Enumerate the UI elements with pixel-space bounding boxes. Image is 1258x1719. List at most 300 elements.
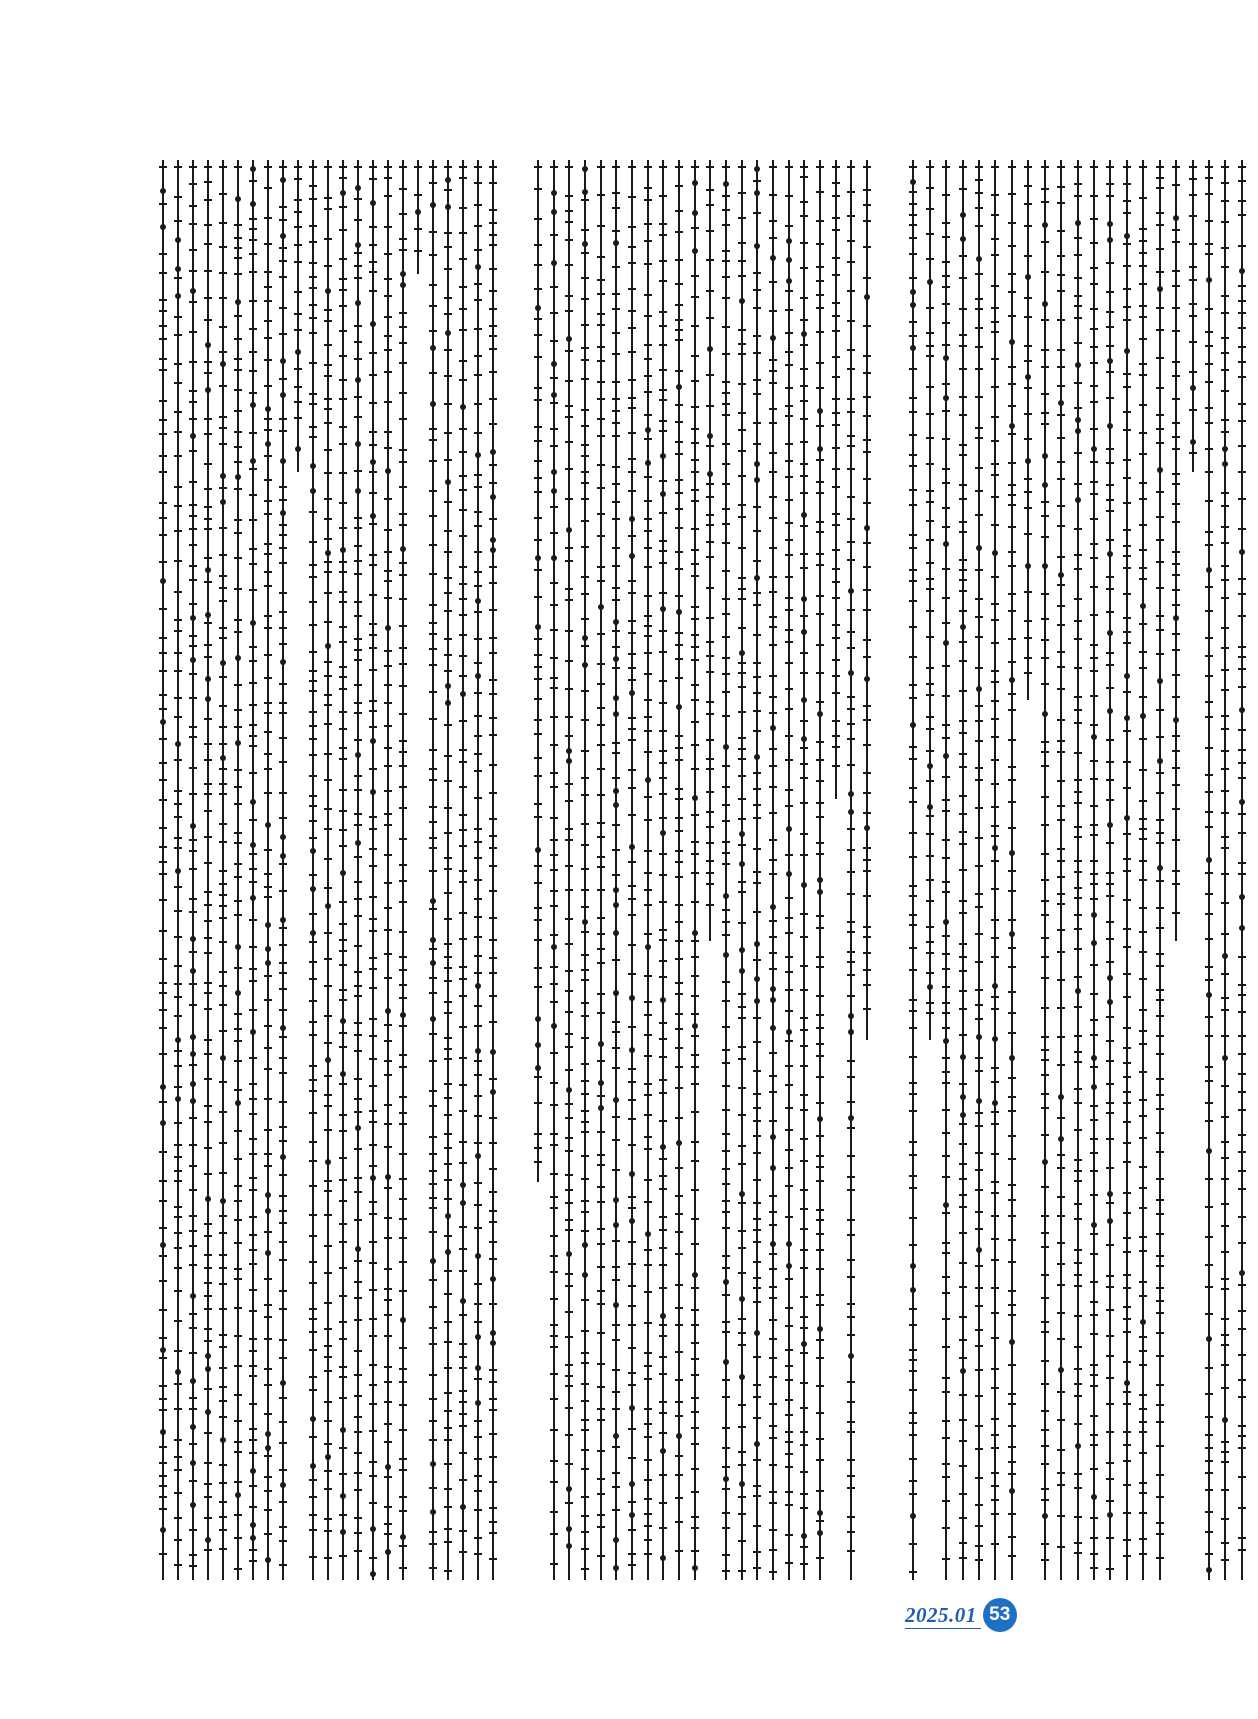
glyph-tick xyxy=(1221,505,1229,507)
glyph-tick xyxy=(444,1198,452,1200)
glyph-tick xyxy=(644,1378,652,1380)
glyph-tick xyxy=(474,972,482,974)
glyph-tick xyxy=(459,1141,467,1143)
glyph-tick xyxy=(659,592,667,594)
glyph-tick xyxy=(489,268,497,270)
glyph-tick xyxy=(847,921,855,923)
glyph-tick xyxy=(706,524,714,526)
punctuation-mark xyxy=(660,1555,666,1561)
glyph-tick xyxy=(612,565,620,567)
glyph-tick xyxy=(1172,422,1180,424)
text-line xyxy=(1057,160,1065,1580)
glyph-tick xyxy=(991,681,999,683)
glyph-tick xyxy=(279,1101,287,1103)
glyph-tick xyxy=(219,894,227,896)
glyph-tick xyxy=(816,1438,824,1440)
glyph-tick xyxy=(597,346,605,348)
glyph-tick xyxy=(474,225,482,227)
glyph-tick xyxy=(909,758,917,760)
glyph-tick xyxy=(769,1268,777,1270)
glyph-tick xyxy=(816,307,824,309)
glyph-tick xyxy=(174,847,182,849)
punctuation-mark xyxy=(1107,1218,1113,1224)
glyph-tick xyxy=(816,362,824,364)
glyph-tick xyxy=(832,624,840,626)
glyph-tick xyxy=(565,1434,573,1436)
glyph-tick xyxy=(816,1520,824,1522)
glyph-tick xyxy=(1238,777,1246,779)
text-line xyxy=(444,160,452,1580)
glyph-tick xyxy=(628,1263,636,1265)
glyph-tick xyxy=(722,613,730,615)
punctuation-mark xyxy=(160,1429,166,1435)
glyph-tick xyxy=(399,751,407,753)
punctuation-mark xyxy=(848,1115,854,1121)
glyph-tick xyxy=(369,226,377,228)
glyph-tick xyxy=(324,1401,332,1403)
glyph-tick xyxy=(174,619,182,621)
glyph-tick xyxy=(234,1013,242,1015)
glyph-tick xyxy=(581,1362,589,1364)
glyph-tick xyxy=(354,1319,362,1321)
glyph-tick xyxy=(249,1452,257,1454)
glyph-tick xyxy=(354,739,362,741)
glyph-tick xyxy=(1238,1091,1246,1093)
glyph-tick xyxy=(565,239,573,241)
glyph-tick xyxy=(675,1231,683,1233)
punctuation-mark xyxy=(175,237,181,243)
glyph-tick xyxy=(1238,403,1246,405)
glyph-tick xyxy=(159,608,167,610)
glyph-tick xyxy=(339,1473,347,1475)
punctuation-mark xyxy=(1239,1270,1245,1276)
glyph-tick xyxy=(628,1207,636,1209)
glyph-tick xyxy=(489,209,497,211)
glyph-tick xyxy=(565,350,573,352)
glyph-tick xyxy=(159,1255,167,1257)
glyph-tick xyxy=(219,1030,227,1032)
glyph-tick xyxy=(1008,1536,1016,1538)
glyph-tick xyxy=(1172,633,1180,635)
punctuation-mark xyxy=(1124,1380,1130,1386)
glyph-tick xyxy=(1156,1287,1164,1289)
punctuation-mark xyxy=(817,877,823,883)
glyph-tick xyxy=(991,1337,999,1339)
glyph-tick xyxy=(785,1040,793,1042)
glyph-tick xyxy=(369,634,377,636)
glyph-tick xyxy=(691,618,699,620)
glyph-tick xyxy=(816,842,824,844)
glyph-tick xyxy=(204,1121,212,1123)
glyph-tick xyxy=(279,962,287,964)
glyph-tick xyxy=(489,325,497,327)
glyph-tick xyxy=(1041,1186,1049,1188)
glyph-tick xyxy=(659,234,667,236)
glyph-tick xyxy=(675,940,683,942)
glyph-tick xyxy=(339,379,347,381)
glyph-tick xyxy=(459,360,467,362)
glyph-tick xyxy=(1008,1135,1016,1137)
glyph-tick xyxy=(1139,1408,1147,1410)
glyph-tick xyxy=(474,403,482,405)
glyph-tick xyxy=(769,220,777,222)
glyph-tick xyxy=(550,1133,558,1135)
glyph-tick xyxy=(429,1420,437,1422)
glyph-tick xyxy=(691,1342,699,1344)
glyph-tick xyxy=(753,1417,761,1419)
glyph-tick xyxy=(753,1396,761,1398)
glyph-tick xyxy=(1189,194,1197,196)
punctuation-mark xyxy=(310,463,316,469)
glyph-tick xyxy=(534,719,542,721)
glyph-tick xyxy=(597,166,605,168)
glyph-tick xyxy=(832,229,840,231)
glyph-tick xyxy=(279,418,287,420)
glyph-tick xyxy=(234,803,242,805)
glyph-tick xyxy=(722,195,730,197)
glyph-tick xyxy=(399,1458,407,1460)
glyph-tick xyxy=(489,1521,497,1523)
glyph-tick xyxy=(581,794,589,796)
glyph-tick xyxy=(565,839,573,841)
glyph-tick xyxy=(612,1324,620,1326)
glyph-tick xyxy=(1156,1445,1164,1447)
glyph-tick xyxy=(832,637,840,639)
glyph-tick xyxy=(1238,668,1246,670)
glyph-tick xyxy=(832,549,840,551)
glyph-tick xyxy=(384,349,392,351)
glyph-tick xyxy=(612,435,620,437)
glyph-tick xyxy=(691,406,699,408)
glyph-tick xyxy=(1156,587,1164,589)
glyph-tick xyxy=(399,969,407,971)
glyph-tick xyxy=(339,1130,347,1132)
glyph-tick xyxy=(785,609,793,611)
punctuation-mark xyxy=(340,1427,346,1433)
glyph-tick xyxy=(1238,471,1246,473)
glyph-tick xyxy=(459,881,467,883)
glyph-tick xyxy=(597,1493,605,1495)
glyph-tick xyxy=(174,652,182,654)
glyph-tick xyxy=(675,492,683,494)
glyph-tick xyxy=(384,929,392,931)
glyph-tick xyxy=(1008,1403,1016,1405)
glyph-tick xyxy=(1024,478,1032,480)
punctuation-mark xyxy=(160,1242,166,1248)
glyph-tick xyxy=(909,1056,917,1058)
glyph-tick xyxy=(565,660,573,662)
glyph-tick xyxy=(1221,1085,1229,1087)
glyph-tick xyxy=(800,833,808,835)
punctuation-mark xyxy=(355,185,361,191)
glyph-tick xyxy=(249,1189,257,1191)
punctuation-mark xyxy=(1157,286,1163,292)
glyph-tick xyxy=(159,992,167,994)
punctuation-mark xyxy=(1009,1339,1015,1345)
glyph-tick xyxy=(444,1012,452,1014)
punctuation-mark xyxy=(250,458,256,464)
glyph-tick xyxy=(991,1008,999,1010)
glyph-tick xyxy=(1041,657,1049,659)
glyph-tick xyxy=(1139,305,1147,307)
glyph-tick xyxy=(279,333,287,335)
glyph-tick xyxy=(1172,483,1180,485)
glyph-tick xyxy=(612,874,620,876)
glyph-tick xyxy=(785,415,793,417)
glyph-tick xyxy=(659,853,667,855)
glyph-tick xyxy=(909,656,917,658)
glyph-tick xyxy=(1221,200,1229,202)
glyph-tick xyxy=(628,407,636,409)
glyph-tick xyxy=(474,1303,482,1305)
glyph-tick xyxy=(174,363,182,365)
glyph-tick xyxy=(174,1350,182,1352)
glyph-tick xyxy=(219,246,227,248)
glyph-tick xyxy=(174,1383,182,1385)
glyph-tick xyxy=(1074,317,1082,319)
glyph-tick xyxy=(991,1153,999,1155)
glyph-tick xyxy=(863,325,871,327)
glyph-tick xyxy=(959,569,967,571)
glyph-tick xyxy=(309,511,317,513)
glyph-tick xyxy=(644,1525,652,1527)
glyph-tick xyxy=(975,346,983,348)
punctuation-mark xyxy=(490,1049,496,1055)
glyph-tick xyxy=(550,1235,558,1237)
glyph-stroke xyxy=(417,160,419,274)
glyph-tick xyxy=(1057,461,1065,463)
glyph-tick xyxy=(722,276,730,278)
glyph-tick xyxy=(489,652,497,654)
glyph-tick xyxy=(399,931,407,933)
glyph-tick xyxy=(909,1308,917,1310)
glyph-tick xyxy=(909,203,917,205)
glyph-tick xyxy=(738,1145,746,1147)
glyph-tick xyxy=(369,816,377,818)
glyph-tick xyxy=(474,1283,482,1285)
glyph-tick xyxy=(159,1496,167,1498)
glyph-tick xyxy=(204,361,212,363)
glyph-tick xyxy=(189,1117,197,1119)
glyph-tick xyxy=(1189,215,1197,217)
glyph-tick xyxy=(991,463,999,465)
glyph-tick xyxy=(769,968,777,970)
glyph-tick xyxy=(1139,1071,1147,1073)
glyph-tick xyxy=(1205,586,1213,588)
glyph-tick xyxy=(459,1270,467,1272)
glyph-tick xyxy=(612,266,620,268)
glyph-tick xyxy=(354,252,362,254)
glyph-tick xyxy=(279,972,287,974)
glyph-tick xyxy=(550,428,558,430)
glyph-tick xyxy=(459,614,467,616)
glyph-tick xyxy=(659,651,667,653)
glyph-tick xyxy=(1041,423,1049,425)
glyph-tick xyxy=(429,1279,437,1281)
glyph-tick xyxy=(926,780,934,782)
glyph-tick xyxy=(159,779,167,781)
glyph-tick xyxy=(959,831,967,833)
glyph-tick xyxy=(1106,1403,1114,1405)
glyph-tick xyxy=(339,950,347,952)
glyph-tick xyxy=(1090,824,1098,826)
glyph-tick xyxy=(189,767,197,769)
glyph-tick xyxy=(628,262,636,264)
glyph-tick xyxy=(1008,315,1016,317)
glyph-tick xyxy=(429,870,437,872)
glyph-tick xyxy=(816,294,824,296)
punctuation-mark xyxy=(355,300,361,306)
glyph-tick xyxy=(384,580,392,582)
punctuation-mark xyxy=(1058,572,1064,578)
glyph-tick xyxy=(550,1001,558,1003)
glyph-tick xyxy=(339,398,347,400)
glyph-tick xyxy=(753,817,761,819)
text-line xyxy=(847,160,855,1580)
glyph-tick xyxy=(219,941,227,943)
glyph-tick xyxy=(1238,832,1246,834)
glyph-tick xyxy=(264,753,272,755)
glyph-tick xyxy=(339,1267,347,1269)
punctuation-mark xyxy=(355,752,361,758)
glyph-tick xyxy=(959,1316,967,1318)
punctuation-mark xyxy=(613,1222,619,1228)
glyph-tick xyxy=(1205,253,1213,255)
glyph-tick xyxy=(909,465,917,467)
punctuation-mark xyxy=(1157,758,1163,764)
glyph-tick xyxy=(659,1287,667,1289)
glyph-tick xyxy=(816,816,824,818)
glyph-tick xyxy=(429,948,437,950)
glyph-tick xyxy=(675,1028,683,1030)
glyph-tick xyxy=(1024,438,1032,440)
glyph-tick xyxy=(369,178,377,180)
glyph-tick xyxy=(942,344,950,346)
punctuation-mark xyxy=(1222,1417,1228,1423)
glyph-tick xyxy=(429,992,437,994)
glyph-tick xyxy=(659,389,667,391)
glyph-tick xyxy=(612,422,620,424)
glyph-tick xyxy=(991,619,999,621)
glyph-tick xyxy=(628,432,636,434)
glyph-tick xyxy=(753,1120,761,1122)
punctuation-mark xyxy=(770,997,776,1003)
glyph-tick xyxy=(832,735,840,737)
glyph-tick xyxy=(384,1366,392,1368)
glyph-tick xyxy=(675,1213,683,1215)
glyph-tick xyxy=(644,547,652,549)
glyph-tick xyxy=(581,823,589,825)
glyph-tick xyxy=(534,477,542,479)
punctuation-mark xyxy=(1173,615,1179,621)
punctuation-mark xyxy=(645,777,651,783)
glyph-tick xyxy=(234,338,242,340)
glyph-tick xyxy=(264,166,272,168)
glyph-tick xyxy=(384,371,392,373)
glyph-tick xyxy=(159,455,167,457)
glyph-tick xyxy=(444,1427,452,1429)
glyph-tick xyxy=(459,1390,467,1392)
glyph-tick xyxy=(429,1327,437,1329)
glyph-tick xyxy=(459,1084,467,1086)
glyph-tick xyxy=(847,1550,855,1552)
punctuation-mark xyxy=(1107,630,1113,636)
glyph-tick xyxy=(675,259,683,261)
glyph-tick xyxy=(1205,811,1213,813)
glyph-tick xyxy=(675,982,683,984)
punctuation-mark xyxy=(445,479,451,485)
glyph-tick xyxy=(769,952,777,954)
glyph-tick xyxy=(612,410,620,412)
glyph-tick xyxy=(474,1537,482,1539)
glyph-tick xyxy=(800,344,808,346)
glyph-tick xyxy=(816,966,824,968)
glyph-tick xyxy=(444,1058,452,1060)
glyph-tick xyxy=(1090,805,1098,807)
glyph-tick xyxy=(706,496,714,498)
punctuation-mark xyxy=(613,619,619,625)
glyph-tick xyxy=(581,1037,589,1039)
glyph-tick xyxy=(550,1196,558,1198)
glyph-tick xyxy=(722,392,730,394)
glyph-tick xyxy=(612,1279,620,1281)
glyph-tick xyxy=(384,725,392,727)
glyph-tick xyxy=(612,1408,620,1410)
punctuation-mark xyxy=(943,395,949,401)
glyph-tick xyxy=(628,1068,636,1070)
glyph-tick xyxy=(399,685,407,687)
glyph-tick xyxy=(1057,505,1065,507)
glyph-tick xyxy=(738,1426,746,1428)
glyph-tick xyxy=(942,261,950,263)
glyph-tick xyxy=(800,652,808,654)
glyph-tick xyxy=(785,854,793,856)
glyph-tick xyxy=(769,1571,777,1573)
glyph-tick xyxy=(234,1268,242,1270)
punctuation-mark xyxy=(1009,1055,1015,1061)
glyph-tick xyxy=(444,1147,452,1149)
glyph-tick xyxy=(975,308,983,310)
glyph-tick xyxy=(581,1200,589,1202)
punctuation-mark xyxy=(175,741,181,747)
glyph-tick xyxy=(279,1036,287,1038)
glyph-tick xyxy=(474,662,482,664)
glyph-tick xyxy=(991,1368,999,1370)
glyph-tick xyxy=(1139,1492,1147,1494)
glyph-tick xyxy=(249,1098,257,1100)
glyph-tick xyxy=(1090,195,1098,197)
glyph-tick xyxy=(1041,914,1049,916)
glyph-tick xyxy=(769,496,777,498)
punctuation-mark xyxy=(475,983,481,989)
glyph-tick xyxy=(249,351,257,353)
glyph-tick xyxy=(909,787,917,789)
glyph-tick xyxy=(675,1474,683,1476)
glyph-tick xyxy=(294,261,302,263)
glyph-tick xyxy=(474,1553,482,1555)
glyph-tick xyxy=(369,1502,377,1504)
punctuation-mark xyxy=(960,236,966,242)
glyph-tick xyxy=(785,460,793,462)
glyph-tick xyxy=(354,775,362,777)
punctuation-mark xyxy=(490,547,496,553)
glyph-tick xyxy=(863,589,871,591)
glyph-tick xyxy=(444,1439,452,1441)
glyph-tick xyxy=(1090,1537,1098,1539)
glyph-tick xyxy=(785,1065,793,1067)
glyph-tick xyxy=(753,1241,761,1243)
glyph-tick xyxy=(800,936,808,938)
